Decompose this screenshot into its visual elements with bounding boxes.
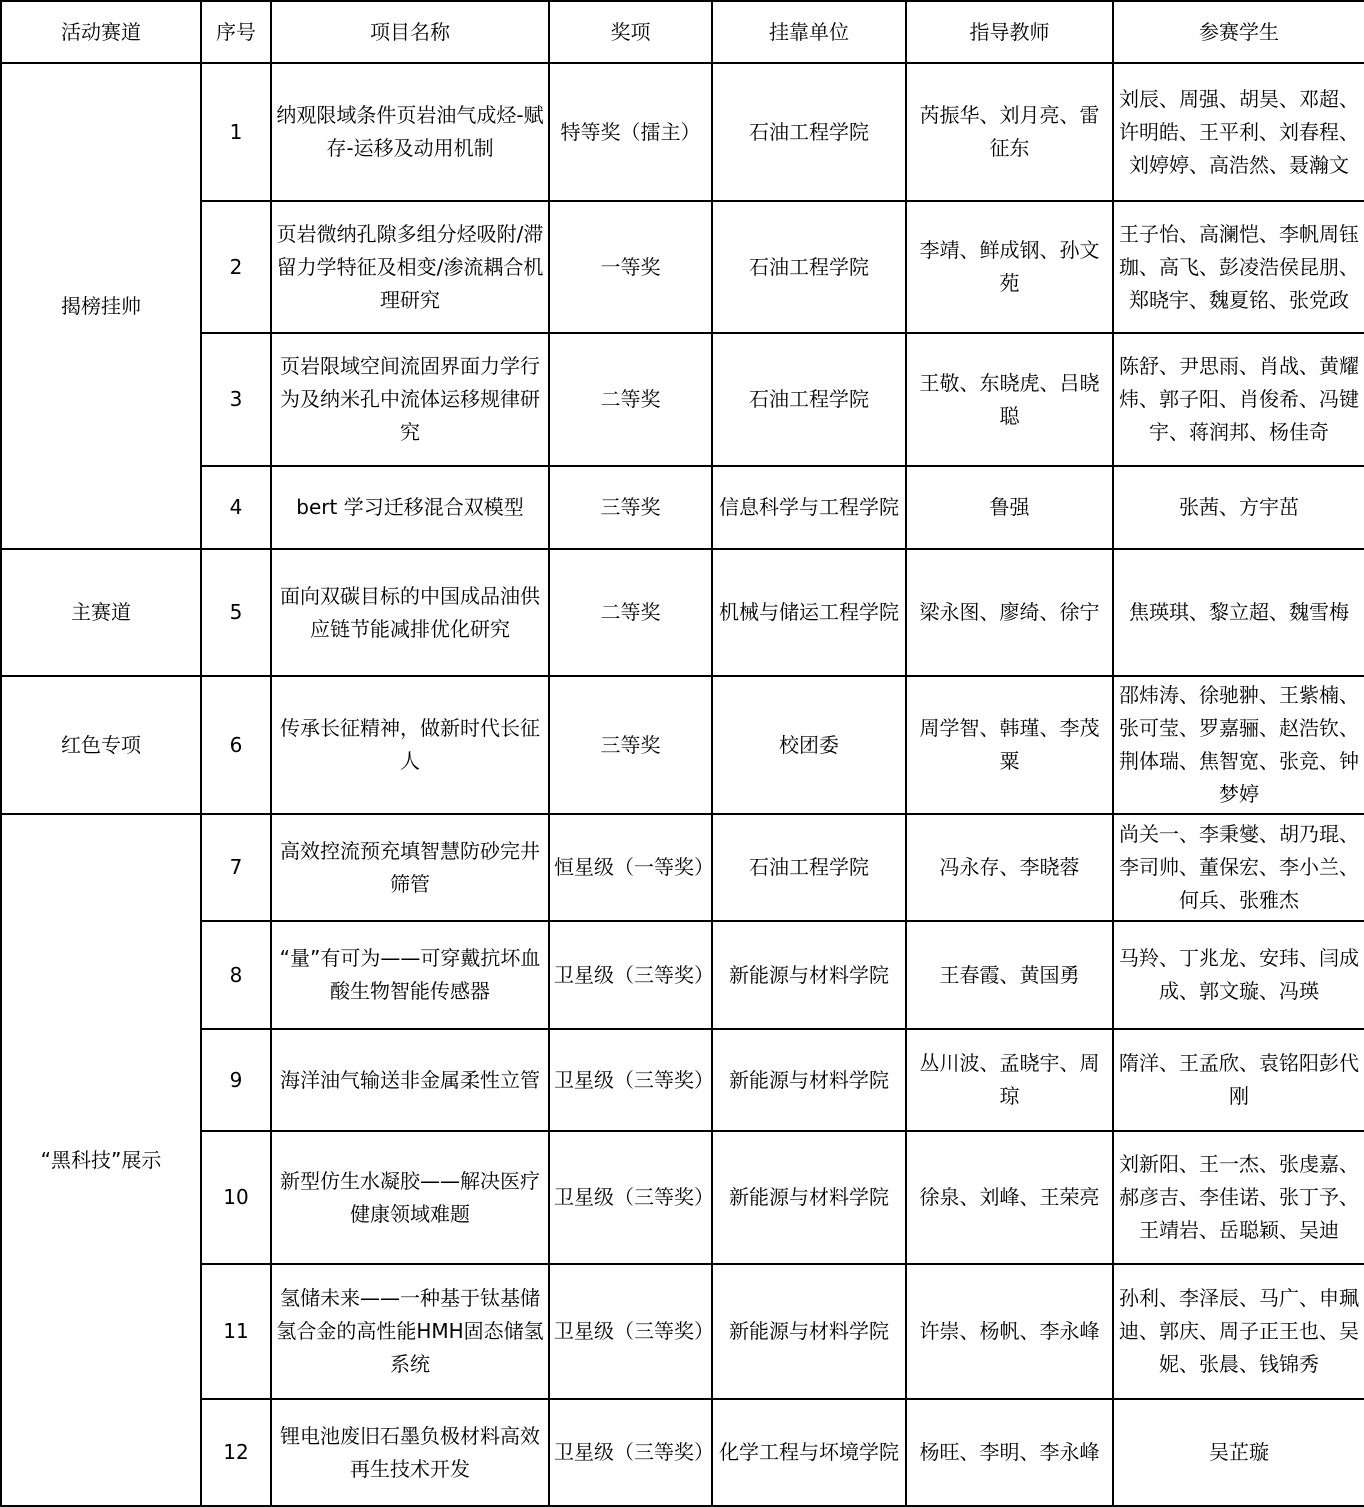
cell-unit: 新能源与材料学院	[712, 1131, 906, 1264]
cell-students: 孙利、李泽辰、马广、申珮迪、郭庆、周子正王也、吴妮、张晨、钱锦秀	[1113, 1264, 1364, 1399]
cell-award: 特等奖（擂主）	[549, 63, 712, 201]
cell-no: 12	[201, 1399, 271, 1506]
cell-students: 刘新阳、王一杰、张虔嘉、郝彦吉、李佳诺、张丁予、王靖岩、岳聪颖、吴迪	[1113, 1131, 1364, 1264]
table-row	[1, 921, 1364, 1029]
cell-teachers: 周学智、韩瑾、李茂粟	[906, 676, 1113, 814]
cell-project: 纳观限域条件页岩油气成烃-赋存-运移及动用机制	[271, 63, 549, 201]
table-row	[1, 1399, 1364, 1506]
cell-students: 焦瑛琪、黎立超、魏雪梅	[1113, 549, 1364, 676]
cell-no: 7	[201, 814, 271, 921]
cell-students: 吴芷璇	[1113, 1399, 1364, 1506]
header-project-name: 项目名称	[271, 1, 549, 63]
cell-students: 王子怡、高澜恺、李帆周钰珈、高飞、彭凌浩侯昆朋、郑晓宇、魏夏铭、张党政	[1113, 201, 1364, 333]
cell-teachers: 王春霞、黄国勇	[906, 921, 1113, 1029]
cell-no: 9	[201, 1029, 271, 1131]
cell-students: 张茜、方宇茁	[1113, 466, 1364, 549]
cell-teachers: 鲁强	[906, 466, 1113, 549]
cell-no: 4	[201, 466, 271, 549]
cell-unit: 新能源与材料学院	[712, 921, 906, 1029]
table-row	[1, 333, 1364, 466]
cell-students: 刘辰、周强、胡昊、邓超、许明皓、王平利、刘春程、刘婷婷、高浩然、聂瀚文	[1113, 63, 1364, 201]
cell-no: 2	[201, 201, 271, 333]
cell-students: 陈舒、尹思雨、肖战、黄耀炜、郭子阳、肖俊希、冯键宇、蒋润邦、杨佳奇	[1113, 333, 1364, 466]
cell-teachers: 王敬、东晓虎、吕晓聪	[906, 333, 1113, 466]
track-cell-black-tech: “黑科技”展示	[1, 814, 201, 1506]
cell-no: 3	[201, 333, 271, 466]
header-participating-students: 参赛学生	[1113, 1, 1364, 63]
cell-unit: 校团委	[712, 676, 906, 814]
table-row	[1, 1029, 1364, 1131]
cell-award: 卫星级（三等奖）	[549, 1264, 712, 1399]
cell-award: 卫星级（三等奖）	[549, 1029, 712, 1131]
cell-teachers: 杨旺、李明、李永峰	[906, 1399, 1113, 1506]
cell-unit: 新能源与材料学院	[712, 1264, 906, 1399]
cell-unit: 石油工程学院	[712, 63, 906, 201]
cell-teachers: 冯永存、李晓蓉	[906, 814, 1113, 921]
cell-teachers: 徐泉、刘峰、王荣亮	[906, 1131, 1113, 1264]
cell-no: 10	[201, 1131, 271, 1264]
track-cell-main-track: 主赛道	[1, 549, 201, 676]
cell-teachers: 丛川波、孟晓宇、周琼	[906, 1029, 1113, 1131]
cell-unit: 石油工程学院	[712, 814, 906, 921]
header-row	[1, 1, 1364, 63]
cell-students: 马羚、丁兆龙、安玮、闫成成、郭文璇、冯瑛	[1113, 921, 1364, 1029]
cell-students: 尚关一、李秉燮、胡乃琨、李司帅、董保宏、李小兰、何兵、张雅杰	[1113, 814, 1364, 921]
track-cell-jiebang-guashuai: 揭榜挂帅	[1, 63, 201, 549]
cell-project: 锂电池废旧石墨负极材料高效再生技术开发	[271, 1399, 549, 1506]
cell-award: 恒星级（一等奖）	[549, 814, 712, 921]
track-cell-red-special: 红色专项	[1, 676, 201, 814]
cell-no: 8	[201, 921, 271, 1029]
header-affiliated-unit: 挂靠单位	[712, 1, 906, 63]
table-row	[1, 549, 1364, 676]
cell-project: 面向双碳目标的中国成品油供应链节能减排优化研究	[271, 549, 549, 676]
cell-teachers: 梁永图、廖绮、徐宁	[906, 549, 1113, 676]
table-row	[1, 1264, 1364, 1399]
cell-award: 卫星级（三等奖）	[549, 921, 712, 1029]
cell-award: 二等奖	[549, 333, 712, 466]
header-serial-number: 序号	[201, 1, 271, 63]
cell-project: 氢储未来——一种基于钛基储氢合金的高性能HMH固态储氢系统	[271, 1264, 549, 1399]
table-row	[1, 201, 1364, 333]
header-advising-teachers: 指导教师	[906, 1, 1113, 63]
cell-award: 二等奖	[549, 549, 712, 676]
cell-students: 隋洋、王孟欣、袁铭阳彭代刚	[1113, 1029, 1364, 1131]
cell-unit: 化学工程与坏境学院	[712, 1399, 906, 1506]
cell-unit: 石油工程学院	[712, 201, 906, 333]
table-row	[1, 814, 1364, 921]
cell-project: “量”有可为——可穿戴抗坏血酸生物智能传感器	[271, 921, 549, 1029]
header-activity-track: 活动赛道	[1, 1, 201, 63]
cell-no: 1	[201, 63, 271, 201]
cell-no: 11	[201, 1264, 271, 1399]
cell-project: 页岩限域空间流固界面力学行为及纳米孔中流体运移规律研究	[271, 333, 549, 466]
cell-unit: 新能源与材料学院	[712, 1029, 906, 1131]
cell-award: 卫星级（三等奖）	[549, 1399, 712, 1506]
cell-no: 5	[201, 549, 271, 676]
table-row	[1, 1131, 1364, 1264]
table-row	[1, 676, 1364, 814]
header-award: 奖项	[549, 1, 712, 63]
cell-teachers: 李靖、鲜成钢、孙文苑	[906, 201, 1113, 333]
cell-award: 一等奖	[549, 201, 712, 333]
cell-teachers: 芮振华、刘月亮、雷征东	[906, 63, 1113, 201]
cell-no: 6	[201, 676, 271, 814]
cell-project: 新型仿生水凝胶——解决医疗健康领域难题	[271, 1131, 549, 1264]
cell-teachers: 许崇、杨帆、李永峰	[906, 1264, 1113, 1399]
cell-unit: 信息科学与工程学院	[712, 466, 906, 549]
table-row	[1, 63, 1364, 201]
cell-students: 邵炜涛、徐驰翀、王紫楠、张可莹、罗嘉骊、赵浩钦、荆体瑞、焦智宽、张竞、钟梦婷	[1113, 676, 1364, 814]
cell-project: 海洋油气输送非金属柔性立管	[271, 1029, 549, 1131]
cell-unit: 机械与储运工程学院	[712, 549, 906, 676]
cell-project: 页岩微纳孔隙多组分烃吸附/滞留力学特征及相变/渗流耦合机理研究	[271, 201, 549, 333]
cell-unit: 石油工程学院	[712, 333, 906, 466]
table-row	[1, 466, 1364, 549]
cell-project: 传承长征精神，做新时代长征人	[271, 676, 549, 814]
cell-award: 卫星级（三等奖）	[549, 1131, 712, 1264]
cell-project: 高效控流预充填智慧防砂完井筛管	[271, 814, 549, 921]
cell-award: 三等奖	[549, 676, 712, 814]
cell-project: bert 学习迁移混合双模型	[271, 466, 549, 549]
cell-award: 三等奖	[549, 466, 712, 549]
